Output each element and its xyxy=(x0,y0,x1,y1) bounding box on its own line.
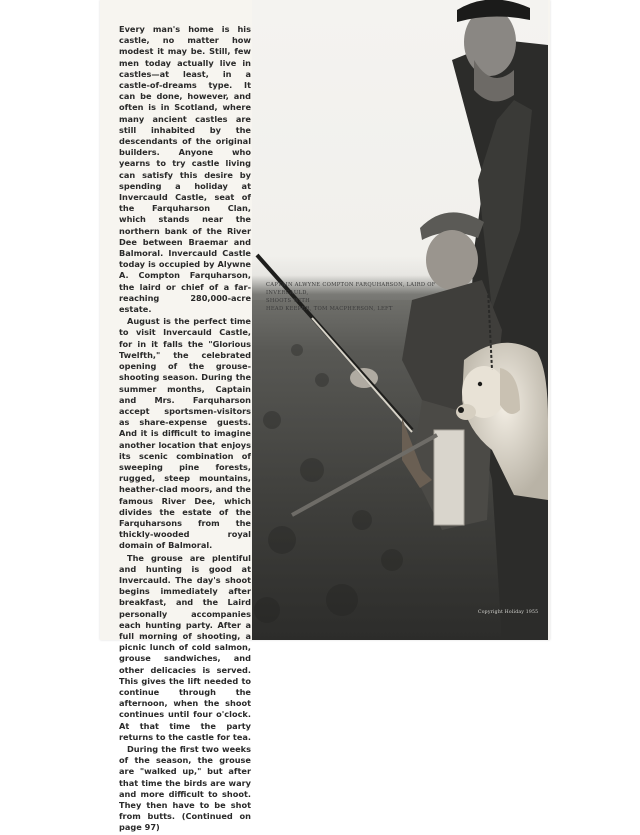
article-column xyxy=(119,24,251,835)
photo-scene xyxy=(252,0,548,640)
article-paragraph-2: August is the perfect time to visit Invercauld Castle, for in it falls the "Glorious Twelfth," the celebrated opening of the grouse-shooting season. During the summer months, Captain and Mrs. Farquharson accept sportsmen-visitors as share-expense guests. And it is difficult to imagine another location that enjoys its scenic combination of sweeping pine forests, rugged, steep mountains, heather-clad moors, and the famous River Dee, which divides the estate of the Farquharsons from the thickly-wooded royal domain of Balmoral. xyxy=(119,316,251,551)
hunting-photo xyxy=(252,0,548,640)
caption-line-3: HEAD KEEPER, TOM MACPHERSON, LEFT xyxy=(266,306,393,312)
article-paragraph-4-text: During the first two weeks of the season, the grouse are "walked up," but after that time the birds are wary and more difficult to shoot. They then have to be shot from butts. xyxy=(119,744,251,822)
caption-line-1: CAPTAIN ALWYNE COMPTON FARQUHARSON, LAIRD OF INVERCAULD, xyxy=(266,282,436,296)
continued-note: (Continued on page 97) xyxy=(119,811,251,833)
article-paragraph-3: The grouse are plentiful and hunting is good at Invercauld. The day's shoot begins immediately after breakfast, and the Laird personally accompanies each hunting party. After a full morning of shooting, a picnic lunch of cold salmon, grouse sandwiches, and other delicacies is served. This gives the lift needed to continue through the afternoon, when the shoot continues until four o'clock. At that time the party returns to the castle for tea. xyxy=(119,552,252,742)
article-paragraph-1: Every man's home is his castle, no matter how modest it may be. Still, few men today actually live in castles—at least, in a castle-of-dreams type. It can be done, however, and often is in Scotland, where many ancient castles are still inhabited by the descendants of the original builders. Anyone who yearns to try castle living can satisfy this desire by spending a holiday at Invercauld Castle, seat of the Farquharson Clan, which stands near the northern bank of the River Dee between Braemar and Balmoral. Invercauld Castle today is occupied by Alywne A. Compton Farquharson, the laird or chief of a far-reaching 280,000-acre estate. xyxy=(119,24,251,315)
photo-caption xyxy=(266,281,476,313)
article-paragraph-4 xyxy=(119,744,251,834)
caption-line-2: SHOOTS WITH xyxy=(266,298,310,304)
photo-credit: Copyright Holiday 1955 xyxy=(478,610,539,615)
